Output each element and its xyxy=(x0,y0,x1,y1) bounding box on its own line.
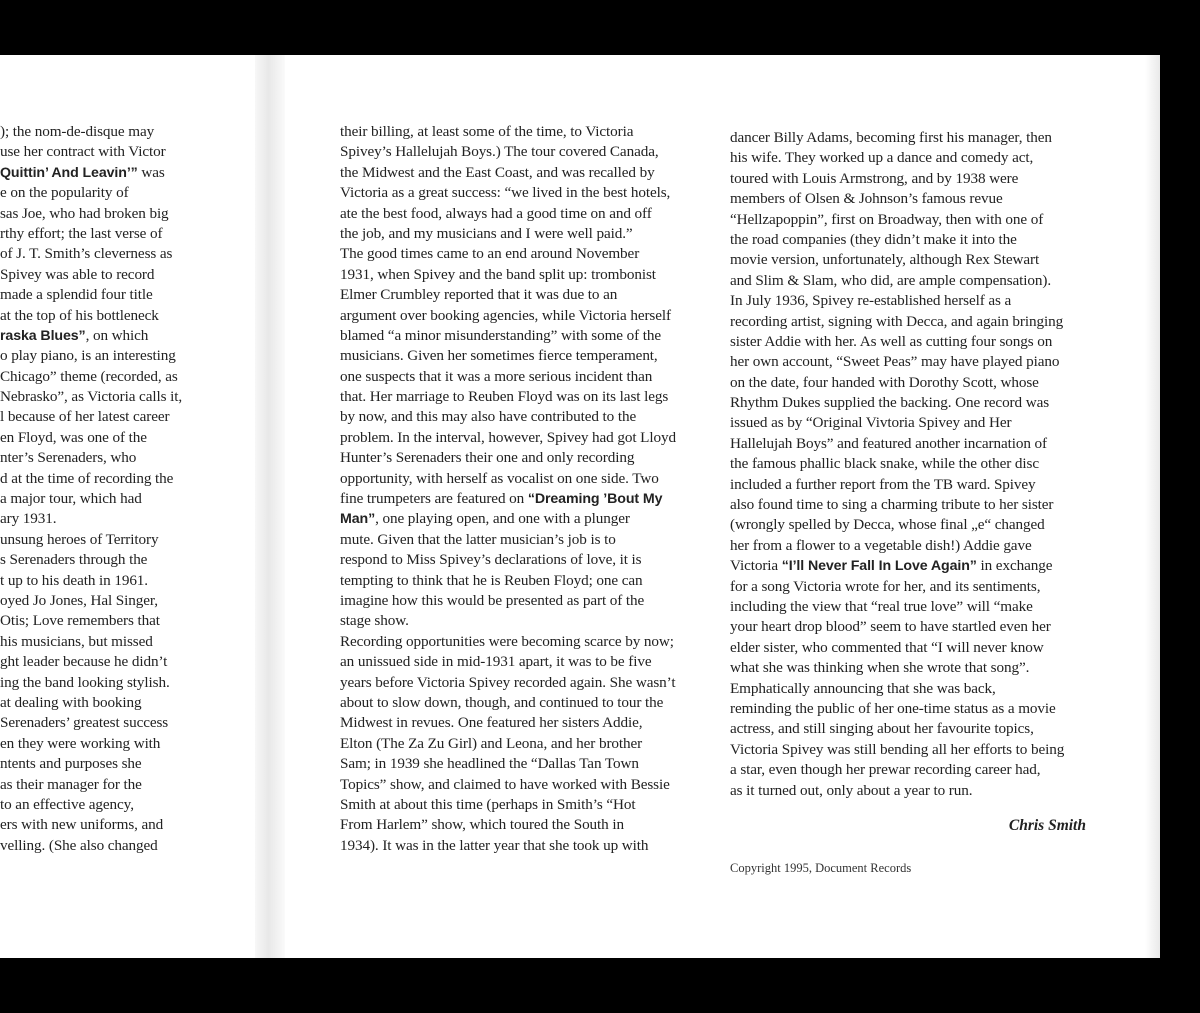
text-line xyxy=(340,571,690,591)
text-line xyxy=(730,352,1090,372)
text-segment: stage show. xyxy=(340,612,409,630)
text-segment: members of Olsen & Johnson’s famous revue xyxy=(730,190,1003,208)
text-line xyxy=(340,407,690,427)
text-segment: for a song Victoria wrote for her, and its sentiments, xyxy=(730,577,1041,595)
text-segment: a major tour, which had xyxy=(0,490,142,508)
text-line xyxy=(730,189,1090,209)
text-line xyxy=(340,775,690,795)
text-segment: Victoria xyxy=(730,557,782,575)
text-segment: imagine how this would be presented as part of the xyxy=(340,591,645,609)
text-line xyxy=(730,597,1090,617)
text-line xyxy=(0,428,205,448)
text-line xyxy=(340,652,690,672)
text-segment: ntents and purposes she xyxy=(0,755,142,773)
text-segment: oyed Jo Jones, Hal Singer, xyxy=(0,591,158,609)
text-segment: the job, and my musicians and I were well paid.” xyxy=(340,224,633,242)
text-segment: e on the popularity of xyxy=(0,184,129,202)
text-line xyxy=(340,591,690,611)
text-segment: Topics” show, and claimed to have worked with Bessie xyxy=(340,775,670,793)
text-line xyxy=(340,428,690,448)
text-line xyxy=(340,469,690,489)
text-segment: toured with Louis Armstrong, and by 1938 were xyxy=(730,169,1019,187)
text-segment: at dealing with booking xyxy=(0,693,142,711)
text-segment: Chicago” theme (recorded, as xyxy=(0,367,178,385)
text-segment: Elton (The Za Zu Girl) and Leona, and her brother xyxy=(340,734,643,752)
text-column-left xyxy=(0,122,205,856)
text-line xyxy=(730,719,1090,739)
text-line xyxy=(0,244,205,264)
text-segment: ing the band looking stylish. xyxy=(0,673,170,691)
text-segment: opportunity, with herself as vocalist on one side. Two xyxy=(340,469,659,487)
text-segment: elder sister, who commented that “I will never know xyxy=(730,638,1044,656)
text-line xyxy=(730,475,1090,495)
text-segment: argument over booking agencies, while Victoria herself xyxy=(340,306,671,324)
text-segment: about to slow down, though, and continued to tour the xyxy=(340,693,664,711)
text-line xyxy=(340,632,690,652)
text-line xyxy=(730,393,1090,413)
text-segment: l because of her latest career xyxy=(0,408,170,426)
text-line xyxy=(0,204,205,224)
text-segment: your heart drop blood” seem to have startled even her xyxy=(730,618,1051,636)
text-line xyxy=(0,632,205,652)
text-line xyxy=(730,230,1090,250)
text-segment: Rhythm Dukes supplied the backing. One record was xyxy=(730,394,1050,412)
text-segment: “Hellzapoppin”, first on Broadway, then with one of xyxy=(730,210,1044,228)
text-line xyxy=(340,550,690,570)
text-line xyxy=(730,781,1090,801)
text-line xyxy=(730,495,1090,515)
text-line xyxy=(0,836,205,856)
text-segment: also found time to sing a charming tribute to her sister xyxy=(730,496,1054,514)
text-segment: In July 1936, Spivey re-established herself as a xyxy=(730,292,1012,310)
text-segment: recording artist, signing with Decca, and again bringing xyxy=(730,312,1064,330)
text-segment: as their manager for the xyxy=(0,775,142,793)
text-segment: s Serenaders through the xyxy=(0,551,148,569)
text-line xyxy=(730,250,1090,270)
text-segment: made a splendid four title xyxy=(0,286,153,304)
text-segment: and Slim & Slam, who did, are ample compensation). xyxy=(730,271,1052,289)
text-line xyxy=(0,611,205,631)
text-segment: the road companies (they didn’t make it into the xyxy=(730,230,1017,248)
text-line xyxy=(0,224,205,244)
text-segment: unsung heroes of Territory xyxy=(0,530,159,548)
text-segment: a star, even though her prewar recording career had, xyxy=(730,761,1041,779)
text-segment: ); the nom-de-disque may xyxy=(0,123,155,140)
text-line xyxy=(340,122,690,142)
text-segment: included a further report from the TB ward. Spivey xyxy=(730,475,1036,493)
text-line xyxy=(340,244,690,264)
text-segment: Spivey’s Hallelujah Boys.) The tour covered Canada, xyxy=(340,143,659,161)
text-segment: that. Her marriage to Reuben Floyd was on its last legs xyxy=(340,388,669,406)
text-segment: sister Addie with her. As well as cutting four songs on xyxy=(730,332,1053,350)
text-line xyxy=(0,550,205,570)
text-segment: to an effective agency, xyxy=(0,795,134,813)
text-line xyxy=(0,754,205,774)
text-line xyxy=(0,285,205,305)
text-line xyxy=(340,326,690,346)
text-segment: an unissued side in mid-1931 apart, it was to be five xyxy=(340,653,652,671)
song-title: raska Blues” xyxy=(0,327,86,344)
text-segment: nter’s Serenaders, who xyxy=(0,449,137,467)
text-line xyxy=(0,734,205,754)
text-line xyxy=(340,489,690,509)
text-segment: Sam; in 1939 she headlined the “Dallas Tan Town xyxy=(340,755,639,773)
text-segment: , on which xyxy=(85,326,149,344)
text-segment: his musicians, but missed xyxy=(0,632,153,650)
text-line xyxy=(730,332,1090,352)
text-segment: her from a flower to a vegetable dish!) Addie gave xyxy=(730,536,1032,554)
text-segment: The good times came to an end around November xyxy=(340,245,640,263)
text-line xyxy=(340,183,690,203)
text-segment: rthy effort; the last verse of xyxy=(0,224,163,242)
text-line xyxy=(0,489,205,509)
text-segment: 1931, when Spivey and the band split up: trombonist xyxy=(340,265,656,283)
text-segment: ate the best food, always had a good time on and off xyxy=(340,204,652,222)
text-segment: Serenaders’ greatest success xyxy=(0,714,169,732)
text-line xyxy=(0,571,205,591)
text-line xyxy=(730,577,1090,597)
text-segment: From Harlem” show, which toured the South in xyxy=(340,816,624,834)
text-segment: Spivey was able to record xyxy=(0,265,155,283)
text-line xyxy=(340,509,690,529)
text-line xyxy=(340,367,690,387)
text-segment: one suspects that it was a more serious incident than xyxy=(340,367,653,385)
text-line xyxy=(730,760,1090,780)
text-line xyxy=(0,673,205,693)
text-line xyxy=(340,265,690,285)
text-line xyxy=(730,169,1090,189)
song-title: Quittin’ And Leavin’” xyxy=(0,164,138,181)
text-segment: Nebrasko”, as Victoria calls it, xyxy=(0,388,183,406)
text-segment: ary 1931. xyxy=(0,510,57,528)
text-line xyxy=(340,346,690,366)
text-line xyxy=(0,652,205,672)
text-segment: Victoria as a great success: “we lived in the best hotels, xyxy=(340,184,671,202)
text-line xyxy=(340,673,690,693)
text-segment: years before Victoria Spivey recorded again. She wasn’t xyxy=(340,673,676,691)
song-title: “Dreaming ’Bout My xyxy=(527,491,663,508)
text-segment: including the view that “real true love” will “make xyxy=(730,597,1033,615)
text-segment: actress, and still singing about her favourite topics, xyxy=(730,720,1034,738)
text-segment: velling. (She also changed xyxy=(0,836,158,854)
text-segment: what she was thinking when she wrote that song”. xyxy=(730,659,1030,677)
text-line xyxy=(340,754,690,774)
copyright-notice: Copyright 1995, Document Records xyxy=(730,861,912,875)
text-segment: movie version, unfortunately, although Rex Stewart xyxy=(730,251,1040,269)
text-segment: Hallelujah Boys” and featured another incarnation of xyxy=(730,434,1047,452)
text-segment: Midwest in revues. One featured her sisters Addie, xyxy=(340,714,643,732)
text-segment: Emphatically announcing that she was back, xyxy=(730,679,996,697)
text-line xyxy=(0,163,205,183)
song-title: “I’ll Never Fall In Love Again” xyxy=(781,558,977,575)
text-segment: musicians. Given her sometimes fierce temperament, xyxy=(340,347,658,365)
text-segment: use her contract with Victor xyxy=(0,143,166,161)
text-segment: o play piano, is an interesting xyxy=(0,347,176,365)
text-segment: as it turned out, only about a year to run. xyxy=(730,781,973,799)
text-segment: her own account, “Sweet Peas” may have played piano xyxy=(730,353,1060,371)
text-line xyxy=(0,775,205,795)
text-segment: Smith at about this time (perhaps in Smith’s “Hot xyxy=(340,795,636,813)
author-signature: Chris Smith xyxy=(1008,817,1086,834)
text-segment: en Floyd, was one of the xyxy=(0,428,147,446)
text-line xyxy=(730,699,1090,719)
text-line xyxy=(340,734,690,754)
text-line xyxy=(0,265,205,285)
text-line xyxy=(340,693,690,713)
text-line xyxy=(730,556,1090,576)
text-segment: by now, and this may also have contributed to the xyxy=(340,408,637,426)
text-line xyxy=(730,271,1090,291)
text-line xyxy=(730,515,1090,535)
text-segment: Hunter’s Serenaders their one and only recording xyxy=(340,449,635,467)
text-column-right xyxy=(730,128,1090,801)
text-segment: of J. T. Smith’s cleverness as xyxy=(0,245,173,263)
text-line xyxy=(0,122,205,142)
text-line xyxy=(730,454,1090,474)
text-line xyxy=(340,448,690,468)
page-edge xyxy=(1145,55,1160,958)
text-line xyxy=(730,434,1090,454)
text-column-middle xyxy=(340,122,690,856)
text-segment: Elmer Crumbley reported that it was due to an xyxy=(340,286,618,304)
text-segment: , one playing open, and one with a plunger xyxy=(375,510,630,528)
text-segment: ght leader because he didn’t xyxy=(0,653,168,671)
text-line xyxy=(0,713,205,733)
text-segment: his wife. They worked up a dance and comedy act, xyxy=(730,149,1034,167)
text-line xyxy=(340,836,690,856)
text-line xyxy=(340,142,690,162)
text-line xyxy=(0,448,205,468)
text-line xyxy=(730,536,1090,556)
text-line xyxy=(0,306,205,326)
text-line xyxy=(730,658,1090,678)
text-line xyxy=(340,611,690,631)
text-segment: the Midwest and the East Coast, and was recalled by xyxy=(340,163,655,181)
text-line xyxy=(730,128,1090,148)
text-segment: problem. In the interval, however, Spivey had got Lloyd xyxy=(340,428,676,446)
text-line xyxy=(730,740,1090,760)
text-line xyxy=(0,693,205,713)
text-segment: dancer Billy Adams, becoming first his manager, then xyxy=(730,129,1052,146)
text-line xyxy=(340,795,690,815)
text-segment: respond to Miss Spivey’s declarations of love, it is xyxy=(340,551,642,569)
text-line xyxy=(0,367,205,387)
text-line xyxy=(0,346,205,366)
text-segment: ers with new uniforms, and xyxy=(0,816,164,834)
text-segment: en they were working with xyxy=(0,734,161,752)
text-line xyxy=(0,387,205,407)
text-line xyxy=(340,530,690,550)
text-line xyxy=(340,387,690,407)
text-segment: Victoria Spivey was still bending all her efforts to being xyxy=(730,740,1065,758)
text-line xyxy=(0,469,205,489)
page-fold xyxy=(255,55,285,958)
text-line xyxy=(0,530,205,550)
text-segment: in exchange xyxy=(976,557,1053,575)
text-line xyxy=(340,306,690,326)
text-segment: 1934). It was in the latter year that she took up with xyxy=(340,836,649,854)
text-segment: t up to his death in 1961. xyxy=(0,571,148,589)
text-line xyxy=(0,795,205,815)
text-segment: Otis; Love remembers that xyxy=(0,612,160,630)
text-segment: tempting to think that he is Reuben Floyd; one can xyxy=(340,571,643,589)
text-line xyxy=(0,815,205,835)
text-line xyxy=(0,591,205,611)
text-segment: reminding the public of her one-time status as a movie xyxy=(730,699,1056,717)
text-line xyxy=(730,413,1090,433)
text-segment: at the top of his bottleneck xyxy=(0,306,159,324)
song-title: Man” xyxy=(340,511,376,528)
text-line xyxy=(340,224,690,244)
text-line xyxy=(0,407,205,427)
text-segment: (wrongly spelled by Decca, whose final „e“ changed xyxy=(730,516,1045,534)
text-line xyxy=(730,617,1090,637)
text-line xyxy=(0,183,205,203)
text-line xyxy=(730,210,1090,230)
text-line xyxy=(730,291,1090,311)
text-line xyxy=(340,285,690,305)
text-line xyxy=(730,148,1090,168)
text-segment: fine trumpeters are featured on xyxy=(340,490,528,508)
text-segment: Recording opportunities were becoming scarce by now; xyxy=(340,632,674,650)
text-line xyxy=(340,713,690,733)
text-line xyxy=(730,638,1090,658)
text-line xyxy=(730,679,1090,699)
text-line xyxy=(0,326,205,346)
text-line xyxy=(0,142,205,162)
text-line xyxy=(340,163,690,183)
text-segment: mute. Given that the latter musician’s job is to xyxy=(340,530,616,548)
text-segment: the famous phallic black snake, while the other disc xyxy=(730,455,1039,473)
text-line xyxy=(730,373,1090,393)
text-segment: sas Joe, who had broken big xyxy=(0,204,169,222)
text-segment: was xyxy=(137,163,165,181)
text-line xyxy=(730,312,1090,332)
text-segment: blamed “a minor misunderstanding” with some of the xyxy=(340,326,662,344)
text-segment: on the date, four handed with Dorothy Scott, whose xyxy=(730,373,1039,391)
text-line xyxy=(0,509,205,529)
text-segment: their billing, at least some of the time, to Victoria xyxy=(340,123,634,140)
text-line xyxy=(340,815,690,835)
text-segment: issued as by “Original Vivtoria Spivey and Her xyxy=(730,414,1012,432)
text-segment: d at the time of recording the xyxy=(0,469,174,487)
text-line xyxy=(340,204,690,224)
